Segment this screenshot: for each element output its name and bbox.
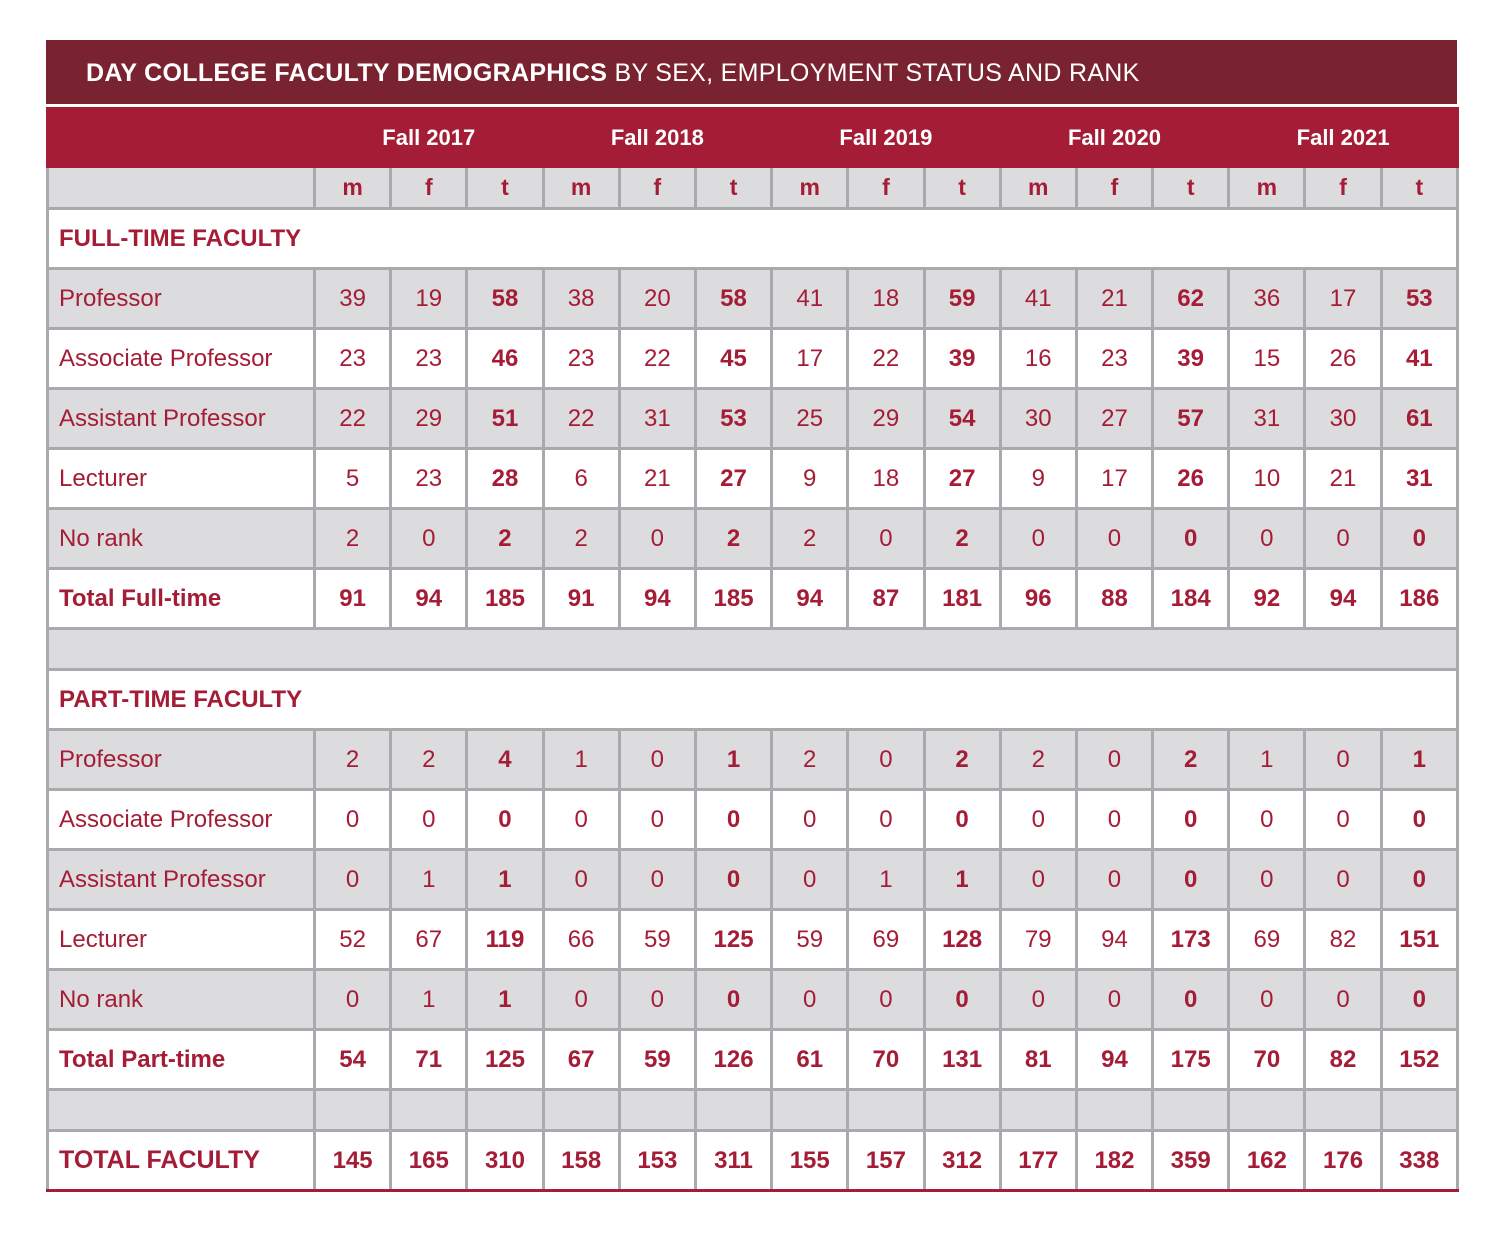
value-cell: 30: [1305, 389, 1381, 449]
row-label: Assistant Professor: [48, 850, 315, 910]
value-cell: 2: [924, 730, 1000, 790]
table-row: [48, 970, 1458, 1030]
value-cell: 1: [924, 850, 1000, 910]
value-cell: 62: [1153, 269, 1229, 329]
value-cell: 66: [543, 910, 619, 970]
value-cell: 1: [467, 850, 543, 910]
sex-column-header: f: [1076, 167, 1152, 209]
total-label: Total Full-time: [48, 569, 315, 629]
value-cell: 67: [391, 910, 467, 970]
value-cell: 25: [772, 389, 848, 449]
value-cell: 39: [1153, 329, 1229, 389]
value-cell: 29: [391, 389, 467, 449]
value-cell: 0: [1381, 970, 1457, 1030]
value-cell: 0: [315, 790, 391, 850]
value-cell: 22: [315, 389, 391, 449]
spacer-cell: [1381, 1090, 1457, 1131]
value-cell: 59: [924, 269, 1000, 329]
value-cell: 2: [315, 730, 391, 790]
value-cell: 61: [1381, 389, 1457, 449]
value-cell: 2: [1000, 730, 1076, 790]
value-cell: 1: [543, 730, 619, 790]
value-cell: 0: [315, 850, 391, 910]
spacer-cell: [1229, 1090, 1305, 1131]
table-row: [48, 730, 1458, 790]
total-value-cell: 61: [772, 1030, 848, 1090]
grand-total-value: 311: [695, 1131, 771, 1191]
value-cell: 0: [1305, 790, 1381, 850]
spacer-cell: [772, 1090, 848, 1131]
value-cell: 2: [695, 509, 771, 569]
value-cell: 28: [467, 449, 543, 509]
spacer-cell: [848, 1090, 924, 1131]
total-value-cell: 59: [619, 1030, 695, 1090]
value-cell: 2: [772, 509, 848, 569]
value-cell: 41: [1381, 329, 1457, 389]
total-value-cell: 82: [1305, 1030, 1381, 1090]
value-cell: 0: [1076, 509, 1152, 569]
value-cell: 0: [1305, 509, 1381, 569]
value-cell: 0: [848, 970, 924, 1030]
value-cell: 18: [848, 449, 924, 509]
spacer-cell: [391, 1090, 467, 1131]
value-cell: 69: [1229, 910, 1305, 970]
value-cell: 23: [543, 329, 619, 389]
spacer-cell: [619, 1090, 695, 1131]
spacer-cell: [1000, 1090, 1076, 1131]
row-label: Professor: [48, 730, 315, 790]
value-cell: 0: [772, 790, 848, 850]
value-cell: 10: [1229, 449, 1305, 509]
value-cell: 0: [695, 790, 771, 850]
section-heading: PART-TIME FACULTY: [48, 670, 1458, 730]
value-cell: 59: [619, 910, 695, 970]
table-row: [48, 910, 1458, 970]
section-heading-row: [48, 670, 1458, 730]
total-value-cell: 94: [772, 569, 848, 629]
value-cell: 31: [1229, 389, 1305, 449]
demographics-table: [46, 107, 1459, 1192]
value-cell: 0: [1229, 509, 1305, 569]
total-value-cell: 126: [695, 1030, 771, 1090]
grand-total-value: 145: [315, 1131, 391, 1191]
value-cell: 0: [1000, 509, 1076, 569]
corner-cell: [48, 167, 315, 209]
total-value-cell: 88: [1076, 569, 1152, 629]
total-value-cell: 152: [1381, 1030, 1457, 1090]
total-value-cell: 131: [924, 1030, 1000, 1090]
value-cell: 0: [619, 730, 695, 790]
spacer-cell: [924, 1090, 1000, 1131]
total-value-cell: 91: [543, 569, 619, 629]
sex-column-header: f: [619, 167, 695, 209]
sex-column-header: t: [695, 167, 771, 209]
value-cell: 58: [695, 269, 771, 329]
value-cell: 0: [1076, 730, 1152, 790]
value-cell: 53: [1381, 269, 1457, 329]
total-value-cell: 94: [619, 569, 695, 629]
value-cell: 21: [1076, 269, 1152, 329]
value-cell: 53: [695, 389, 771, 449]
value-cell: 39: [924, 329, 1000, 389]
value-cell: 0: [695, 970, 771, 1030]
value-cell: 2: [391, 730, 467, 790]
total-value-cell: 81: [1000, 1030, 1076, 1090]
value-cell: 0: [1076, 970, 1152, 1030]
value-cell: 6: [543, 449, 619, 509]
table-row: [48, 329, 1458, 389]
row-label: No rank: [48, 970, 315, 1030]
spacer-cell: [315, 1090, 391, 1131]
value-cell: 23: [391, 329, 467, 389]
value-cell: 2: [772, 730, 848, 790]
total-value-cell: 91: [315, 569, 391, 629]
value-cell: 0: [619, 970, 695, 1030]
row-label: No rank: [48, 509, 315, 569]
value-cell: 0: [1153, 850, 1229, 910]
total-value-cell: 70: [1229, 1030, 1305, 1090]
year-header: Fall 2018: [543, 109, 772, 167]
section-heading: FULL-TIME FACULTY: [48, 209, 1458, 269]
total-value-cell: 185: [695, 569, 771, 629]
value-cell: 0: [543, 970, 619, 1030]
table-row: [48, 449, 1458, 509]
value-cell: 4: [467, 730, 543, 790]
sex-column-header: m: [315, 167, 391, 209]
sex-column-header: m: [772, 167, 848, 209]
value-cell: 17: [1305, 269, 1381, 329]
value-cell: 0: [1305, 970, 1381, 1030]
value-cell: 0: [1153, 970, 1229, 1030]
value-cell: 31: [619, 389, 695, 449]
value-cell: 0: [848, 790, 924, 850]
total-value-cell: 181: [924, 569, 1000, 629]
year-header-row: [48, 109, 1458, 167]
value-cell: 94: [1076, 910, 1152, 970]
value-cell: 26: [1153, 449, 1229, 509]
total-row: [48, 1030, 1458, 1090]
grand-total-value: 359: [1153, 1131, 1229, 1191]
sex-column-header: m: [1000, 167, 1076, 209]
value-cell: 9: [772, 449, 848, 509]
table-title: [46, 40, 1457, 104]
spacer-cell: [1305, 1090, 1381, 1131]
row-label: Lecturer: [48, 449, 315, 509]
total-value-cell: 96: [1000, 569, 1076, 629]
sex-column-header: t: [924, 167, 1000, 209]
spacer-cell: [48, 629, 1458, 670]
value-cell: 119: [467, 910, 543, 970]
spacer-cell: [467, 1090, 543, 1131]
section-heading-row: [48, 209, 1458, 269]
value-cell: 0: [391, 790, 467, 850]
value-cell: 36: [1229, 269, 1305, 329]
grand-total-value: 338: [1381, 1131, 1457, 1191]
sex-column-header: m: [543, 167, 619, 209]
total-value-cell: 175: [1153, 1030, 1229, 1090]
value-cell: 2: [543, 509, 619, 569]
spacer-cell: [48, 1090, 315, 1131]
value-cell: 27: [1076, 389, 1152, 449]
value-cell: 21: [1305, 449, 1381, 509]
value-cell: 0: [1000, 790, 1076, 850]
spacer-cell: [1153, 1090, 1229, 1131]
value-cell: 15: [1229, 329, 1305, 389]
value-cell: 125: [695, 910, 771, 970]
grand-total-value: 165: [391, 1131, 467, 1191]
total-value-cell: 184: [1153, 569, 1229, 629]
value-cell: 0: [924, 970, 1000, 1030]
value-cell: 59: [772, 910, 848, 970]
total-value-cell: 54: [315, 1030, 391, 1090]
total-value-cell: 185: [467, 569, 543, 629]
value-cell: 0: [1153, 790, 1229, 850]
corner-cell: [48, 109, 315, 167]
grand-total-value: 182: [1076, 1131, 1152, 1191]
grand-total-value: 177: [1000, 1131, 1076, 1191]
grand-total-value: 158: [543, 1131, 619, 1191]
sex-column-header: f: [391, 167, 467, 209]
value-cell: 30: [1000, 389, 1076, 449]
value-cell: 41: [772, 269, 848, 329]
value-cell: 51: [467, 389, 543, 449]
value-cell: 23: [391, 449, 467, 509]
value-cell: 1: [391, 850, 467, 910]
value-cell: 0: [1229, 790, 1305, 850]
value-cell: 27: [695, 449, 771, 509]
total-value-cell: 94: [1305, 569, 1381, 629]
value-cell: 1: [1381, 730, 1457, 790]
value-cell: 0: [1381, 509, 1457, 569]
value-cell: 0: [1305, 730, 1381, 790]
spacer-cell: [695, 1090, 771, 1131]
value-cell: 52: [315, 910, 391, 970]
value-cell: 0: [772, 970, 848, 1030]
total-value-cell: 87: [848, 569, 924, 629]
total-value-cell: 67: [543, 1030, 619, 1090]
value-cell: 0: [924, 790, 1000, 850]
value-cell: 26: [1305, 329, 1381, 389]
value-cell: 22: [619, 329, 695, 389]
value-cell: 41: [1000, 269, 1076, 329]
value-cell: 0: [695, 850, 771, 910]
sex-column-header: f: [1305, 167, 1381, 209]
value-cell: 45: [695, 329, 771, 389]
grand-total-value: 312: [924, 1131, 1000, 1191]
value-cell: 18: [848, 269, 924, 329]
total-value-cell: 125: [467, 1030, 543, 1090]
value-cell: 1: [391, 970, 467, 1030]
year-header: Fall 2017: [315, 109, 544, 167]
grand-total-row: [48, 1131, 1458, 1191]
value-cell: 0: [619, 850, 695, 910]
value-cell: 2: [467, 509, 543, 569]
value-cell: 0: [1076, 850, 1152, 910]
value-cell: 20: [619, 269, 695, 329]
value-cell: 0: [1076, 790, 1152, 850]
grand-total-value: 162: [1229, 1131, 1305, 1191]
table-row: [48, 269, 1458, 329]
grand-total-label: TOTAL FACULTY: [48, 1131, 315, 1191]
grand-total-value: 153: [619, 1131, 695, 1191]
value-cell: 27: [924, 449, 1000, 509]
year-header: Fall 2020: [1000, 109, 1229, 167]
value-cell: 23: [1076, 329, 1152, 389]
value-cell: 57: [1153, 389, 1229, 449]
value-cell: 9: [1000, 449, 1076, 509]
value-cell: 2: [315, 509, 391, 569]
row-label: Assistant Professor: [48, 389, 315, 449]
value-cell: 0: [848, 509, 924, 569]
value-cell: 0: [848, 730, 924, 790]
value-cell: 16: [1000, 329, 1076, 389]
value-cell: 1: [467, 970, 543, 1030]
value-cell: 2: [924, 509, 1000, 569]
row-label: Lecturer: [48, 910, 315, 970]
table-row: [48, 790, 1458, 850]
value-cell: 23: [315, 329, 391, 389]
grand-total-value: 310: [467, 1131, 543, 1191]
spacer-cell: [1076, 1090, 1152, 1131]
row-label: Professor: [48, 269, 315, 329]
value-cell: 128: [924, 910, 1000, 970]
row-label: Associate Professor: [48, 329, 315, 389]
value-cell: 1: [1229, 730, 1305, 790]
table-row: [48, 850, 1458, 910]
value-cell: 0: [543, 850, 619, 910]
value-cell: 69: [848, 910, 924, 970]
value-cell: 0: [1229, 970, 1305, 1030]
faculty-demographics-table-container: [46, 40, 1457, 1192]
value-cell: 151: [1381, 910, 1457, 970]
value-cell: 82: [1305, 910, 1381, 970]
title-bold: DAY COLLEGE FACULTY DEMOGRAPHICS: [86, 59, 608, 87]
total-value-cell: 70: [848, 1030, 924, 1090]
sex-column-header: t: [467, 167, 543, 209]
grand-total-value: 157: [848, 1131, 924, 1191]
value-cell: 173: [1153, 910, 1229, 970]
value-cell: 58: [467, 269, 543, 329]
value-cell: 0: [315, 970, 391, 1030]
value-cell: 0: [467, 790, 543, 850]
table-row: [48, 389, 1458, 449]
value-cell: 0: [391, 509, 467, 569]
value-cell: 17: [1076, 449, 1152, 509]
value-cell: 0: [1153, 509, 1229, 569]
value-cell: 0: [1381, 790, 1457, 850]
value-cell: 1: [695, 730, 771, 790]
grand-total-value: 155: [772, 1131, 848, 1191]
spacer-cell: [543, 1090, 619, 1131]
value-cell: 0: [1381, 850, 1457, 910]
grand-total-value: 176: [1305, 1131, 1381, 1191]
value-cell: 5: [315, 449, 391, 509]
total-value-cell: 71: [391, 1030, 467, 1090]
value-cell: 38: [543, 269, 619, 329]
value-cell: 22: [543, 389, 619, 449]
value-cell: 17: [772, 329, 848, 389]
year-header: Fall 2021: [1229, 109, 1458, 167]
total-row: [48, 569, 1458, 629]
value-cell: 0: [619, 790, 695, 850]
value-cell: 54: [924, 389, 1000, 449]
value-cell: 79: [1000, 910, 1076, 970]
total-value-cell: 94: [391, 569, 467, 629]
value-cell: 0: [1000, 850, 1076, 910]
sex-column-header: m: [1229, 167, 1305, 209]
value-cell: 2: [1153, 730, 1229, 790]
value-cell: 0: [1000, 970, 1076, 1030]
value-cell: 0: [1305, 850, 1381, 910]
total-value-cell: 92: [1229, 569, 1305, 629]
year-header: Fall 2019: [772, 109, 1001, 167]
sex-column-header: f: [848, 167, 924, 209]
spacer-row: [48, 1090, 1458, 1131]
value-cell: 21: [619, 449, 695, 509]
table-row: [48, 509, 1458, 569]
value-cell: 29: [848, 389, 924, 449]
sex-column-header: t: [1153, 167, 1229, 209]
value-cell: 46: [467, 329, 543, 389]
total-label: Total Part-time: [48, 1030, 315, 1090]
value-cell: 0: [772, 850, 848, 910]
spacer-row: [48, 629, 1458, 670]
sex-header-row: [48, 167, 1458, 209]
value-cell: 0: [543, 790, 619, 850]
sex-column-header: t: [1381, 167, 1457, 209]
row-label: Associate Professor: [48, 790, 315, 850]
value-cell: 31: [1381, 449, 1457, 509]
title-rest: BY SEX, EMPLOYMENT STATUS AND RANK: [607, 59, 1140, 87]
value-cell: 0: [619, 509, 695, 569]
total-value-cell: 186: [1381, 569, 1457, 629]
value-cell: 39: [315, 269, 391, 329]
value-cell: 1: [848, 850, 924, 910]
value-cell: 19: [391, 269, 467, 329]
value-cell: 22: [848, 329, 924, 389]
total-value-cell: 94: [1076, 1030, 1152, 1090]
value-cell: 0: [1229, 850, 1305, 910]
